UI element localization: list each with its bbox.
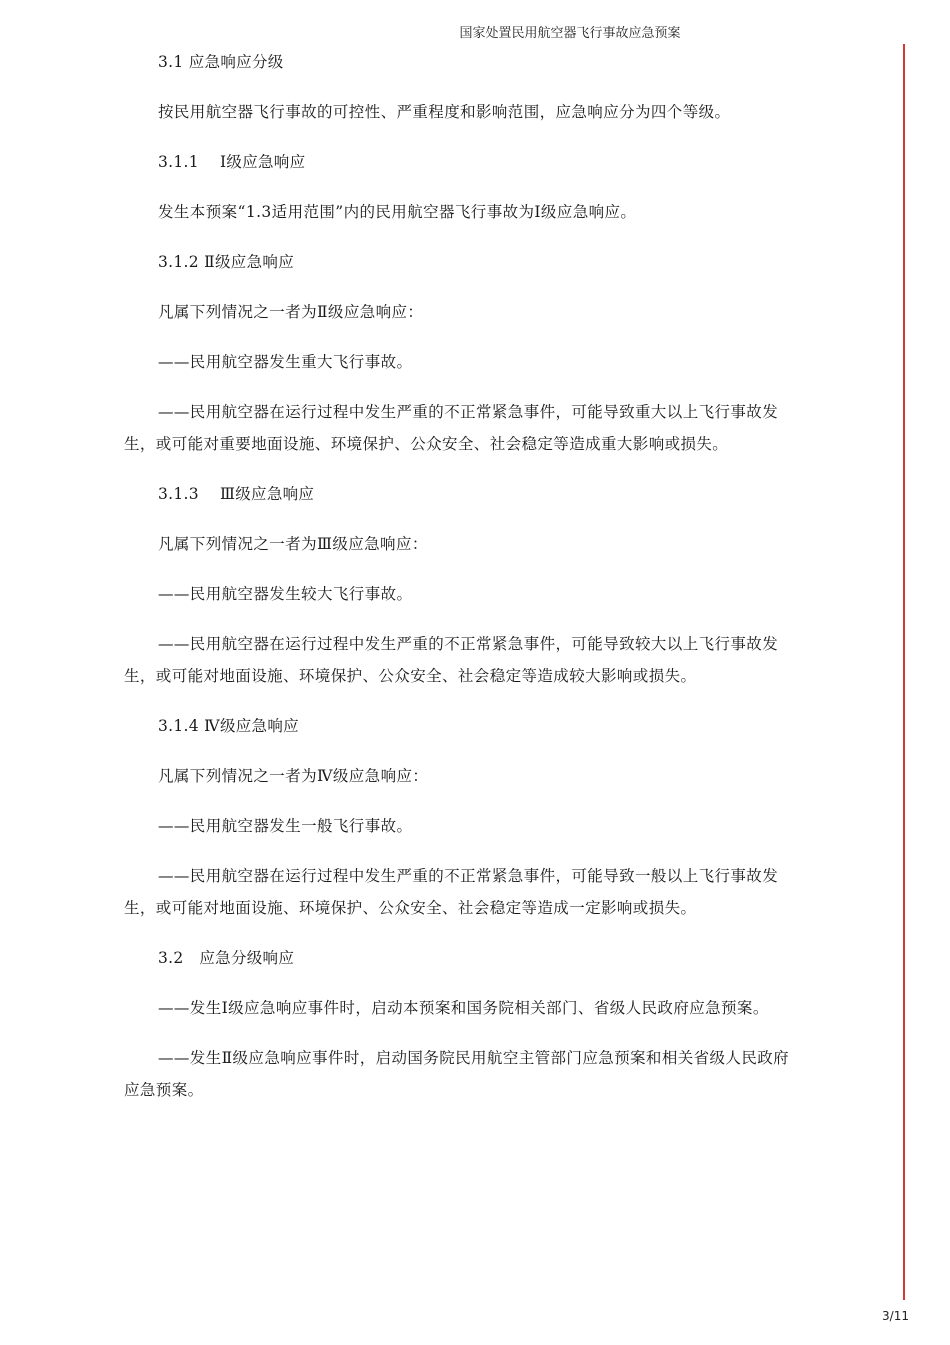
list-item: ——民用航空器在运行过程中发生严重的不正常紧急事件，可能导致一般以上飞行事故发生，或可能对地面设施、环境保护、公众安全、社会稳定等造成一定影响或损失。 bbox=[124, 867, 779, 917]
section-heading-3-1: 3.1 应急响应分级 bbox=[158, 53, 284, 71]
document-header-title: 国家处置民用航空器飞行事故应急预案 bbox=[459, 26, 681, 41]
paragraph: 发生本预案“1.3适用范围”内的民用航空器飞行事故为Ⅰ级应急响应。 bbox=[158, 203, 637, 221]
section-heading-3-1-2: 3.1.2 Ⅱ级应急响应 bbox=[158, 253, 295, 271]
list-item: ——发生Ⅱ级应急响应事件时，启动国务院民用航空主管部门应急预案和相关省级人民政府应急预案。 bbox=[124, 1049, 790, 1099]
paragraph: 凡属下列情况之一者为Ⅳ级应急响应： bbox=[158, 767, 429, 785]
page-margin-rule bbox=[903, 44, 905, 1300]
document-body bbox=[124, 46, 799, 1124]
section-heading-3-1-3: 3.1.3 Ⅲ级应急响应 bbox=[158, 485, 315, 503]
section-heading-3-1-1: 3.1.1 Ⅰ级应急响应 bbox=[158, 153, 306, 171]
list-item: ——民用航空器发生一般飞行事故。 bbox=[158, 817, 413, 835]
list-item: ——民用航空器在运行过程中发生严重的不正常紧急事件，可能导致较大以上飞行事故发生，或可能对地面设施、环境保护、公众安全、社会稳定等造成较大影响或损失。 bbox=[124, 635, 779, 685]
list-item: ——民用航空器在运行过程中发生严重的不正常紧急事件，可能导致重大以上飞行事故发生，或可能对重要地面设施、环境保护、公众安全、社会稳定等造成重大影响或损失。 bbox=[124, 403, 779, 453]
section-heading-3-1-4: 3.1.4 Ⅳ级应急响应 bbox=[158, 717, 299, 735]
section-heading-3-2: 3.2 应急分级响应 bbox=[158, 949, 295, 967]
paragraph: 凡属下列情况之一者为Ⅲ级应急响应： bbox=[158, 535, 428, 553]
page-number: 3/11 bbox=[882, 1309, 909, 1323]
list-item: ——民用航空器发生重大飞行事故。 bbox=[158, 353, 413, 371]
paragraph: 凡属下列情况之一者为Ⅱ级应急响应： bbox=[158, 303, 424, 321]
list-item: ——民用航空器发生较大飞行事故。 bbox=[158, 585, 413, 603]
paragraph: 按民用航空器飞行事故的可控性、严重程度和影响范围，应急响应分为四个等级。 bbox=[158, 103, 731, 121]
list-item: ——发生Ⅰ级应急响应事件时，启动本预案和国务院相关部门、省级人民政府应急预案。 bbox=[158, 999, 769, 1017]
